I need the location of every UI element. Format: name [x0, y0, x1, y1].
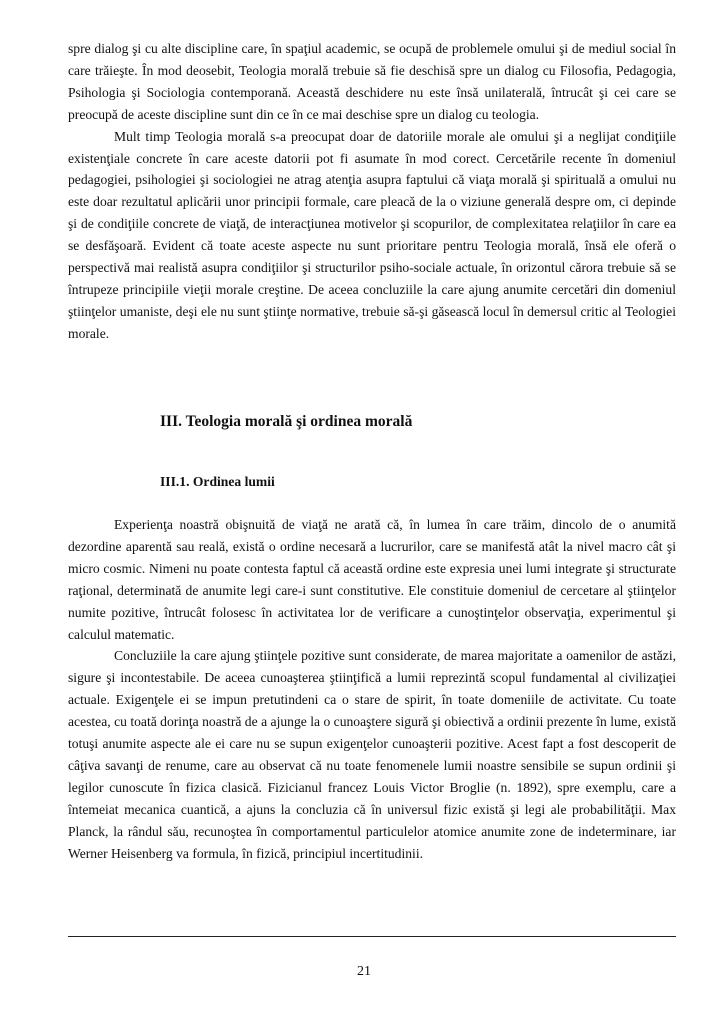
section-heading: III.1. Ordinea lumii	[160, 474, 275, 489]
chapter-heading: III. Teologia morală şi ordinea morală	[160, 413, 413, 430]
footer-divider	[68, 936, 676, 937]
intro-paragraph-moral-theology: Mult timp Teologia morală s-a preocupat doar de datoriile morale ale omului şi a neglijat condiţiile existenţiale concrete în care aceste datorii pot fi asumate în mod corect. Cercetările recente în domeniul pedagogiei, psihologiei şi sociologiei ne atrag atenţia asupra faptului că viaţa morală şi spirituală a omului nu este doar rezultatul aplicării unor principii formale, care pleacă de la o viziune generală despre om, ci depinde şi de condiţiile concrete de viaţă, de interacţiunea motivelor şi scopurilor, de complexitatea relaţiilor în care ea se desfăşoară. Evident că toate aceste aspecte nu sunt prioritare pentru Teologia morală, însă ele oferă o perspectivă mai realistă asupra condiţiilor şi structurilor psiho-sociale actuale, în orizontul cărora trebuie să se întrupeze principiile vieţii morale creştine. De aceea concluziile la care ajung anumite cercetări din domeniul ştiinţelor umaniste, deşi ele nu sunt ştiinţe normative, trebuie să-şi găsească locul în demersul critic al Teologiei morale.	[68, 128, 676, 341]
section-text-block	[68, 514, 676, 865]
intro-text-block	[68, 38, 676, 345]
section-paragraph-conclusions: Concluziile la care ajung ştiinţele pozitive sunt considerate, de marea majoritate a oamenilor de astăzi, sigure şi incontestabile. De aceea cunoaşterea ştiinţifică a lumii reprezintă scopul fundamental al civilizaţiei actuale. Exigenţele ei se impun pretutindeni ca o stare de spirit, în toate domeniile de activitate. Cu toate acestea, cu toată dorinţa noastră de a ajunge la o cunoaştere sigură şi obiectivă a ordinii prezente în lume, există totuşi anumite aspecte ale ei care nu se supun exigenţelor cunoaşterii pozitive. Acest fapt a fost descoperit de câţiva savanţi de renume, care au observat că nu toate fenomenele lumii noastre sensibile se supun ordinii şi legilor cunoscute în fizica clasică. Fizicianul francez Louis Victor Broglie (n. 1892), spre exemplu, care a întemeiat mecanica cuantică, a ajuns la concluzia că în universul fizic există şi legi ale probabilităţii. Max Planck, la rândul său, recunoştea în comportamentul particulelor atomice anumite zone de indeterminare, iar Werner Heisenberg va formula, în fizică, principiul incertitudinii.	[68, 648, 676, 861]
section-paragraph-experience: Experienţa noastră obişnuită de viaţă ne arată că, în lumea în care trăim, dincolo de o anumită dezordine aparentă sau reală, există o ordine necesară a lucrurilor, care se manifestă atât la nivel macro cât şi micro cosmic. Nimeni nu poate contesta faptul că această ordine este expresia unei lumi integrate şi structurate raţional, determinată de anumite legi care-i sunt constitutive. Ele constituie domeniul de cercetare al ştiinţelor numite pozitive, întrucât folosesc în activitatea lor de verificare a cunoştinţelor observaţia, experimentul şi calculul matematic.	[68, 517, 676, 642]
page-number: 21	[357, 964, 371, 979]
intro-paragraph-continued: spre dialog şi cu alte discipline care, în spaţiul academic, se ocupă de problemele omului şi de mediul social în care trăieşte. În mod deosebit, Teologia morală trebuie să fie deschisă spre un dialog cu Filosofia, Pedagogia, Psihologia şi Sociologia contemporană. Această deschidere nu este însă unilaterală, întrucât şi cei care se preocupă de aceste discipline sunt din ce în ce mai deschise spre un dialog cu teologia.	[68, 41, 676, 122]
